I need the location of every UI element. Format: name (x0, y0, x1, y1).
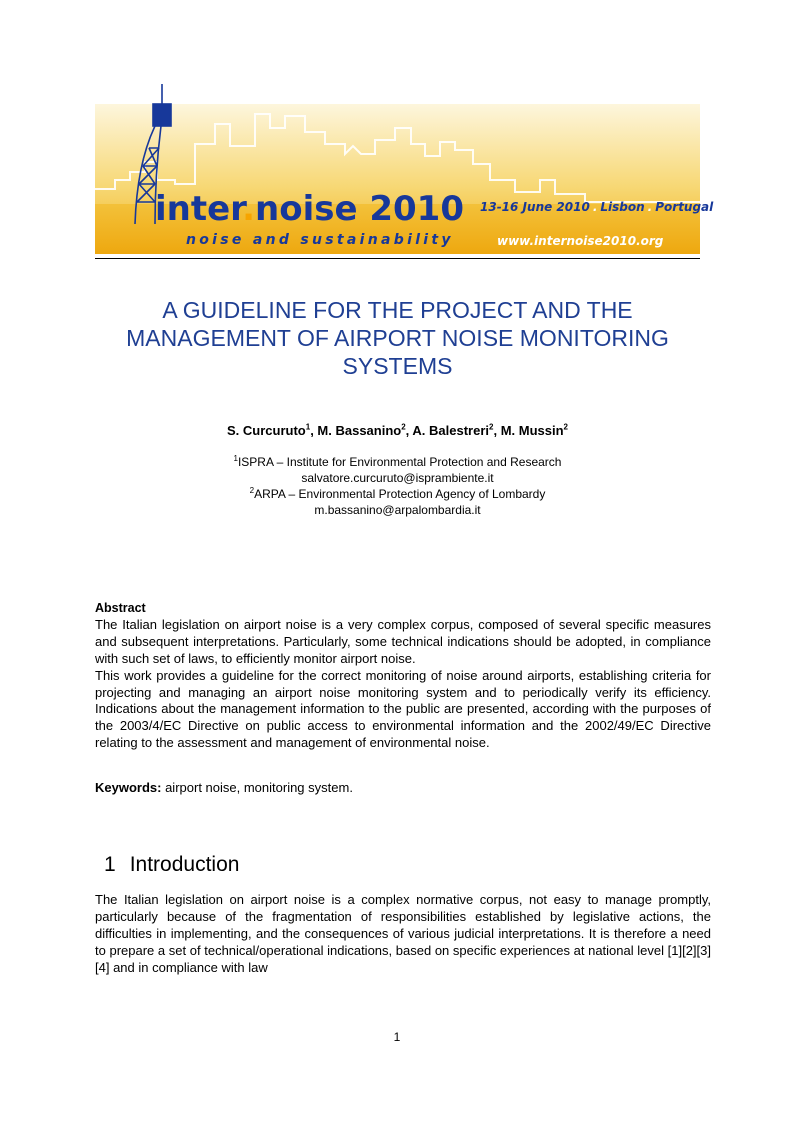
keywords-label: Keywords: (95, 780, 162, 795)
author-name: M. Mussin (500, 423, 564, 438)
section-number: 1 (104, 853, 116, 876)
logo-dot: . (242, 189, 256, 229)
conference-dates: 13-16 June 2010 (480, 200, 590, 214)
conference-city: Lisbon (600, 200, 645, 214)
affiliation-email: salvatore.curcuruto@isprambiente.it (301, 471, 494, 485)
keywords (95, 780, 711, 797)
author-name: M. Bassanino (317, 423, 402, 438)
abstract-paragraph: The Italian legislation on airport noise is a very complex corpus, composed of several specific measures and subsequent interpretations. Particularly, some technical indications should be adopted, in compliance with such set of laws, to efficiently monitor airport noise. (95, 616, 711, 666)
author-affiliation-mark: 2 (489, 422, 494, 432)
page-number: 1 (393, 1030, 401, 1044)
abstract (95, 600, 711, 752)
section-heading (104, 853, 239, 877)
date-separator: . (647, 200, 653, 214)
author-list: S. Curcuruto$^1$, M. Bassanino$^2$, A. Balestreri$^2$, M. Mussin$^2$ (227, 422, 568, 438)
intro-paragraph: The Italian legislation on airport noise is a complex normative corpus, not easy to manage promptly, particularly because of the fragmentation of responsibilities established by legislative actions, the difficulties in implementing, and the consequences of various judicial interpretations. It is therefore a need to prepare a set of technical/operational indications, based on specific experiences at national level [1][2][3][4] and in compliance with law (95, 892, 711, 975)
title-line: A GUIDELINE FOR THE PROJECT AND THE (162, 297, 633, 323)
title-line: MANAGEMENT OF AIRPORT NOISE MONITORING (126, 325, 669, 351)
paper-title (95, 296, 700, 380)
author-name: S. Curcuruto (227, 423, 306, 438)
author-affiliation-mark: 1 (305, 422, 311, 432)
affiliations (95, 454, 700, 518)
conference-tagline: noise and sustainability (186, 232, 454, 248)
affiliation-org (95, 454, 700, 470)
affiliation-org-name: ISPRA – Institute for Environmental Protection and Research (237, 455, 562, 469)
abstract-paragraph: This work provides a guideline for the correct monitoring of noise around airports, establishing criteria for projecting and managing an airport noise monitoring system and to periodically verify its efficiency. Indications about the management information to the public are presented, according with the purposes of the 2003/4/EC Directive on public access to environmental information and the 2002/49/EC Directive relating to the assessment and management of environmental noise. (95, 667, 711, 751)
author-affiliation-mark: 2 (401, 422, 406, 432)
affiliation-org-name: ARPA – Environmental Protection Agency of Lombardy (254, 487, 546, 501)
abstract-heading: Abstract (95, 601, 146, 615)
keywords-text: airport noise, monitoring system. (161, 780, 353, 795)
affiliation-number: 2 (249, 486, 255, 495)
author-affiliation-mark: 2 (563, 422, 568, 432)
conference-country: Portugal (655, 200, 714, 214)
conference-date-location (480, 200, 713, 214)
affiliation-email: m.bassanino@arpalombardia.it (314, 503, 481, 517)
conference-logo (155, 189, 464, 229)
logo-left: inter (155, 189, 243, 229)
logo-right: noise 2010 (255, 189, 464, 229)
conference-url: www.internoise2010.org (497, 234, 664, 248)
affiliation-org (95, 486, 700, 502)
affiliation-number: 1 (233, 454, 238, 463)
title-line: SYSTEMS (342, 353, 453, 379)
header-divider (95, 258, 700, 259)
date-separator: . (592, 200, 598, 214)
author-name: A. Balestreri (412, 423, 490, 438)
section-title: Introduction (129, 853, 240, 876)
